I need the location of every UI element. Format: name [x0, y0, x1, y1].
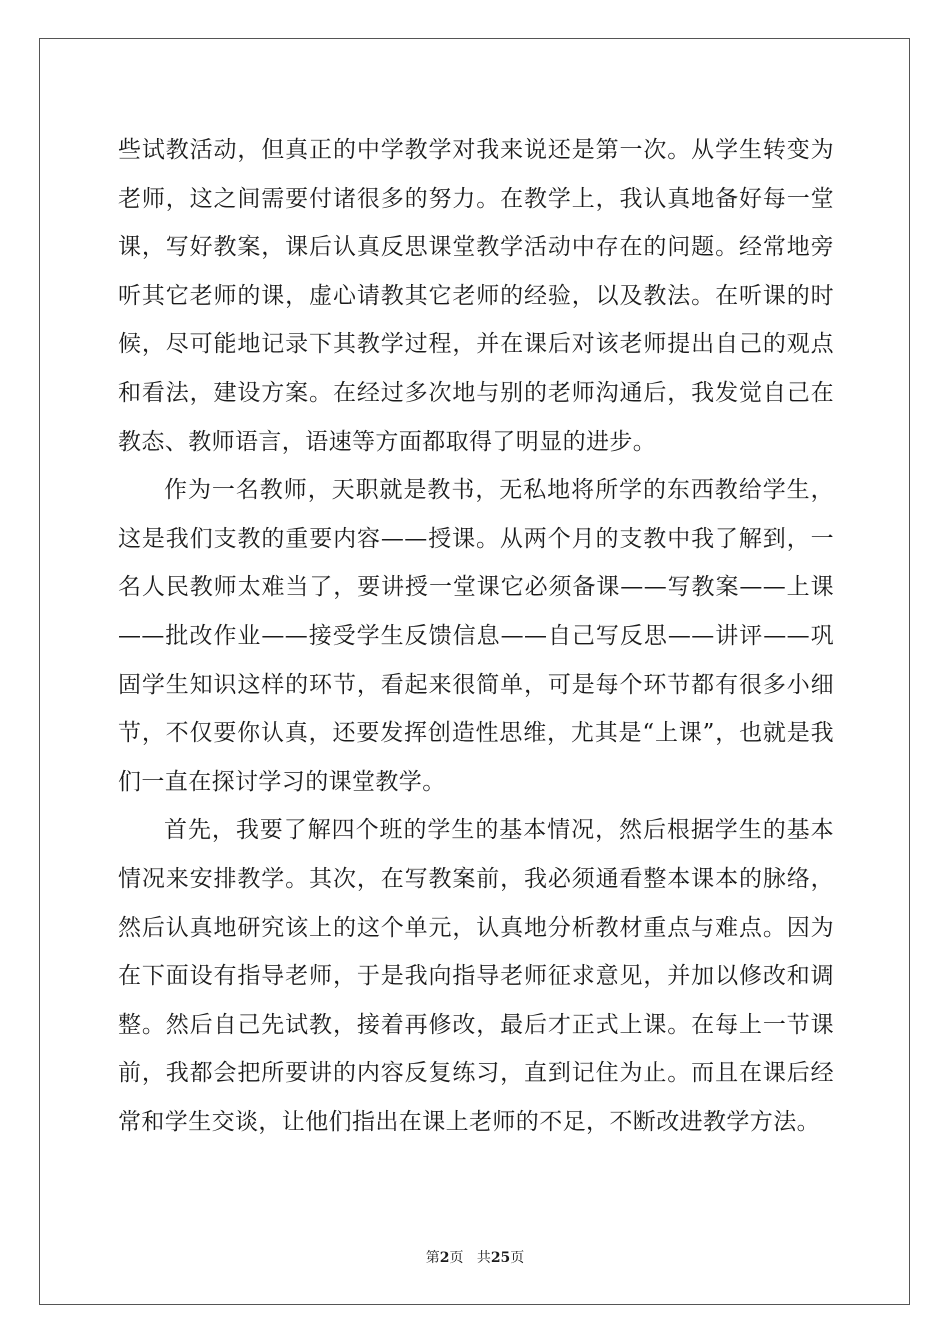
- page-prefix: 第: [425, 1250, 440, 1266]
- current-page-number: 2: [439, 1250, 450, 1266]
- total-suffix: 页: [510, 1250, 525, 1266]
- paragraph-1: 些试教活动，但真正的中学教学对我来说还是第一次。从学生转变为老师，这之间需要付诸很多的努力。在教学上，我认真地备好每一堂课，写好教案，课后认真反思课堂教学活动中存在的问题。经常地旁听其它老师的课，虚心请教其它老师的经验，以及教法。在听课的时候，尽可能地记录下其教学过程，并在课后对该老师提出自己的观点和看法，建设方案。在经过多次地与别的老师沟通后，我发觉自己在教态、教师语言，语速等方面都取得了明显的进步。: [118, 137, 834, 455]
- document-body: [118, 126, 834, 1146]
- paragraph-2: 作为一名教师，天职就是教书，无私地将所学的东西教给学生，这是我们支教的重要内容——授课。从两个月的支教中我了解到，一名人民教师太难当了，要讲授一堂课它必须备课——写教案——上课——批改作业——接受学生反馈信息——自己写反思——讲评——巩固学生知识这样的环节，看起来很简单，可是每个环节都有很多小细节，不仅要你认真，还要发挥创造性思维，尤其是“上课”，也就是我们一直在探讨学习的课堂教学。: [118, 477, 834, 795]
- total-pages-number: 25: [490, 1250, 511, 1266]
- page-suffix: 页: [449, 1250, 464, 1266]
- paragraph-3: 首先，我要了解四个班的学生的基本情况，然后根据学生的基本情况来安排教学。其次，在写教案前，我必须通看整本课本的脉络，然后认真地研究该上的这个单元，认真地分析教材重点与难点。因为在下面设有指导老师，于是我向指导老师征求意见，并加以修改和调整。然后自己先试教，接着再修改，最后才正式上课。在每上一节课前，我都会把所要讲的内容反复练习，直到记住为止。而且在课后经常和学生交谈，让他们指出在课上老师的不足，不断改进教学方法。: [118, 817, 834, 1135]
- total-prefix: 共: [476, 1250, 491, 1266]
- page-footer: [0, 1247, 950, 1267]
